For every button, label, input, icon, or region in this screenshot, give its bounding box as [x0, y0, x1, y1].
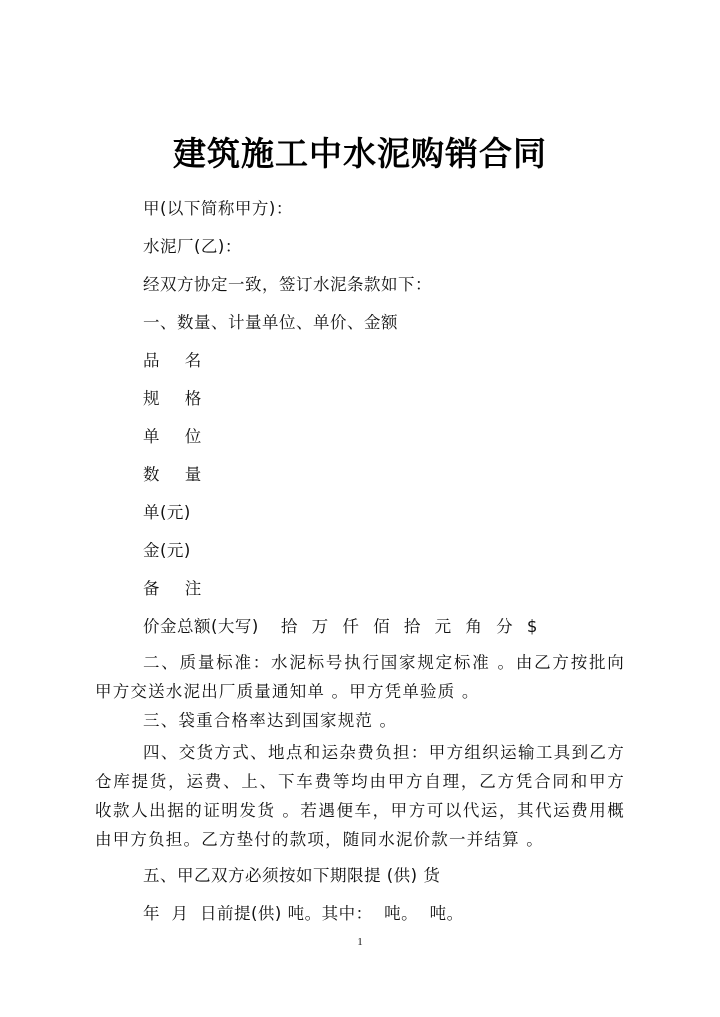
party-a-line: 甲(以下简称甲方)： [143, 199, 293, 218]
field-remarks: 备 注 [143, 579, 212, 598]
total-units: 拾 万 仟 佰 拾 元 角 分 $ [280, 617, 538, 636]
field-unit: 单 位 [143, 427, 212, 446]
section5-schedule: 年 月 日前提(供) 吨。其中： 吨。 吨。 [143, 904, 464, 923]
field-quantity: 数 量 [143, 465, 212, 484]
page-title: 建筑施工中水泥购销合同 [173, 134, 547, 173]
total-amount-line [143, 613, 538, 637]
section5-heading: 五、甲乙双方必须按如下期限提 (供) 货 [143, 866, 441, 885]
section3-paragraph: 三、袋重合格率达到国家规范 。 [143, 711, 398, 730]
party-b-line: 水泥厂(乙)： [143, 237, 242, 256]
field-amount: 金(元) [143, 541, 191, 560]
total-label: 价金总额(大写) [143, 617, 259, 636]
page-number: 1 [357, 936, 363, 948]
field-product-name: 品 名 [143, 351, 212, 370]
section4-paragraph: 四、交货方式、地点和运杂费负担：甲方组织运输工具到乙方仓库提货，运费、上、下车费等均由甲方自理，乙方凭合同和甲方收款人出据的证明发货 。若遇便车，甲方可以代运，其代运费用概由甲方负担。乙方垫付的款项，随同水泥价款一并结算 。 [95, 743, 625, 849]
intro-line: 经双方协定一致，签订水泥条款如下： [143, 275, 432, 294]
field-spec: 规 格 [143, 389, 212, 408]
section2-paragraph: 二、质量标准：水泥标号执行国家规定标准 。由乙方按批向甲方交送水泥出厂质量通知单 。甲方凭单验质 。 [95, 653, 625, 701]
section1-heading: 一、数量、计量单位、单价、金额 [143, 313, 398, 332]
field-unit-price: 单(元) [143, 503, 191, 522]
